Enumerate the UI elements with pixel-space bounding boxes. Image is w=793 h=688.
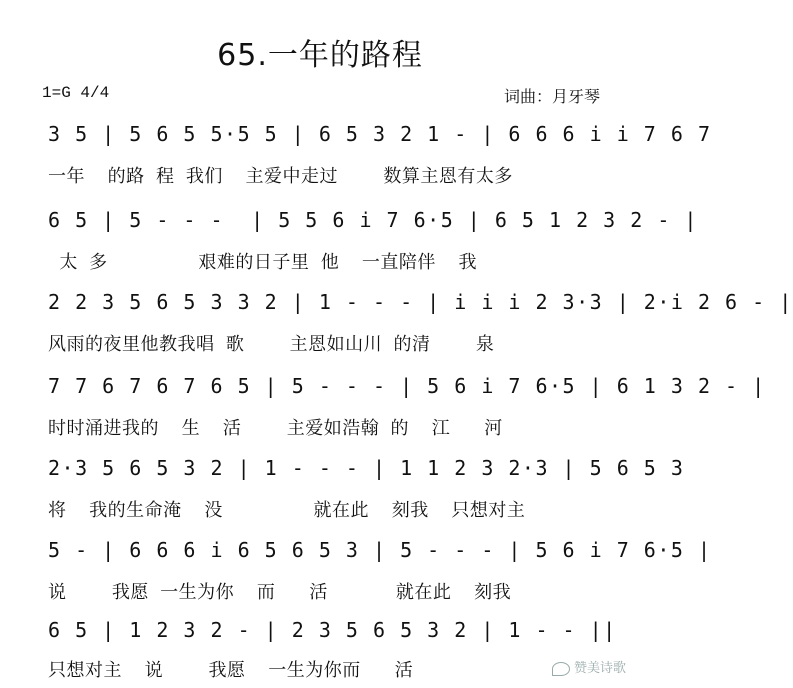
lyrics-line: 说 我愿 一生为你 而 活 就在此 刻我: [48, 582, 512, 603]
notes-line: 7 7 6 7 6 7 6 5 | 5 - - - | 5 6 i 7 6·5 | 6 1 3 2 - |: [48, 374, 766, 398]
notes-line: 6 5 | 1 2 3 2 - | 2 3 5 6 5 3 2 | 1 - - ||: [48, 618, 617, 642]
watermark-text: 赞美诗歌: [573, 661, 626, 676]
lyrics-line: 一年 的路 程 我们 主爱中走过 数算主恩有太多: [48, 166, 513, 187]
song-title: 65.一年的路程: [217, 38, 423, 73]
watermark: [552, 657, 626, 676]
chat-bubble-icon: [552, 662, 570, 676]
credit-line: 词曲：月牙琴: [503, 87, 600, 106]
lyrics-line: 风雨的夜里他教我唱 歌 主恩如山川 的清 泉: [48, 334, 495, 355]
lyrics-line: 太 多 艰难的日子里 他 一直陪伴 我: [48, 252, 478, 273]
lyrics-line: 时时涌进我的 生 活 主爱如浩翰 的 江 河: [48, 418, 503, 439]
lyrics-line: 将 我的生命淹 没 就在此 刻我 只想对主: [48, 500, 526, 521]
notes-line: 2·3 5 6 5 3 2 | 1 - - - | 1 1 2 3 2·3 | 5 6 5 3: [48, 456, 685, 480]
notes-line: 6 5 | 5 - - - | 5 5 6 i 7 6·5 | 6 5 1 2 3 2 - |: [48, 208, 698, 232]
notes-line: 2 2 3 5 6 5 3 3 2 | 1 - - - | i i i 2 3·3 | 2·i 2 6 - |: [48, 290, 793, 314]
key-signature: 1=G 4/4: [42, 84, 110, 102]
notes-line: 3 5 | 5 6 5 5·5 5 | 6 5 3 2 1 - | 6 6 6 i i 7 6 7: [48, 122, 712, 146]
notes-line: 5 - | 6 6 6 i 6 5 6 5 3 | 5 - - - | 5 6 i 7 6·5 |: [48, 538, 712, 562]
lyrics-line: 只想对主 说 我愿 一生为你而 活: [48, 660, 414, 681]
